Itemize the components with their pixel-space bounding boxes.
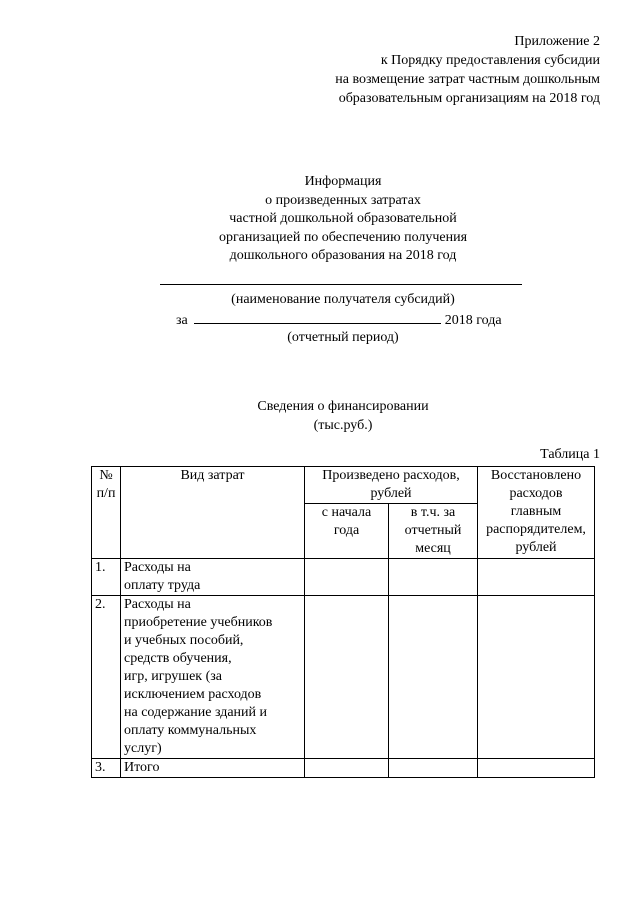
appendix-header (260, 32, 600, 108)
header-num: № п/п (92, 467, 121, 559)
title-line: дошкольного образования на 2018 год (229, 248, 457, 263)
appendix-line: к Порядку предоставления субсидии (380, 53, 600, 68)
period-suffix: 2018 года (444, 313, 502, 328)
financing-heading (0, 398, 640, 435)
row-expense-type: Итого (121, 759, 305, 778)
table-header-row (92, 467, 595, 504)
financing-title: Сведения о финансировании (257, 399, 429, 414)
financing-unit: (тыс.руб.) (313, 417, 373, 433)
cell-restored[interactable] (478, 596, 595, 759)
header-period: в т.ч. за отчетный месяц (389, 504, 478, 559)
title-line: Информация (304, 174, 382, 189)
row-num: 2. (92, 596, 121, 759)
appendix-line: на возмещение затрат частным дошкольным (335, 72, 600, 87)
cell-restored[interactable] (478, 759, 595, 778)
cell-period[interactable] (389, 559, 478, 596)
cell-since-start[interactable] (305, 559, 389, 596)
period-prefix: за (176, 313, 188, 328)
header-restored: Восстановлено расходов главным распорядителем, рублей (478, 467, 595, 559)
header-expense-type: Вид затрат (121, 467, 305, 559)
title-line: организацией по обеспечению получения (218, 229, 468, 245)
cell-period[interactable] (389, 759, 478, 778)
appendix-line: Приложение 2 (514, 34, 600, 49)
header-since-start: с начала года (305, 504, 389, 559)
cell-since-start[interactable] (305, 759, 389, 778)
row-expense-type: Расходы на оплату труда (121, 559, 305, 596)
document-title (0, 173, 640, 266)
cell-period[interactable] (389, 596, 478, 759)
recipient-caption: (наименование получателя субсидий) (231, 292, 455, 307)
title-line: частной дошкольной образовательной (229, 211, 457, 226)
appendix-line: образовательным организациям на 2018 год (338, 91, 600, 106)
table-row-total (92, 759, 595, 778)
recipient-name-blank[interactable] (160, 284, 522, 285)
period-blank[interactable] (194, 311, 441, 324)
table-row (92, 559, 595, 596)
period-row (176, 311, 502, 330)
financing-table (91, 466, 595, 778)
table-row (92, 596, 595, 759)
cell-since-start[interactable] (305, 596, 389, 759)
row-num: 1. (92, 559, 121, 596)
row-num: 3. (92, 759, 121, 778)
row-expense-type: Расходы на приобретение учебников и учебных пособий, средств обучения, игр, игрушек (за исключением расходов на содержание зданий и оплату коммунальных услуг) (121, 596, 305, 759)
period-caption: (отчетный период) (287, 330, 399, 345)
header-spent: Произведено расходов, рублей (305, 467, 478, 504)
title-line: о произведенных затратах (265, 192, 421, 208)
table-label: Таблица 1 (540, 447, 600, 462)
cell-restored[interactable] (478, 559, 595, 596)
